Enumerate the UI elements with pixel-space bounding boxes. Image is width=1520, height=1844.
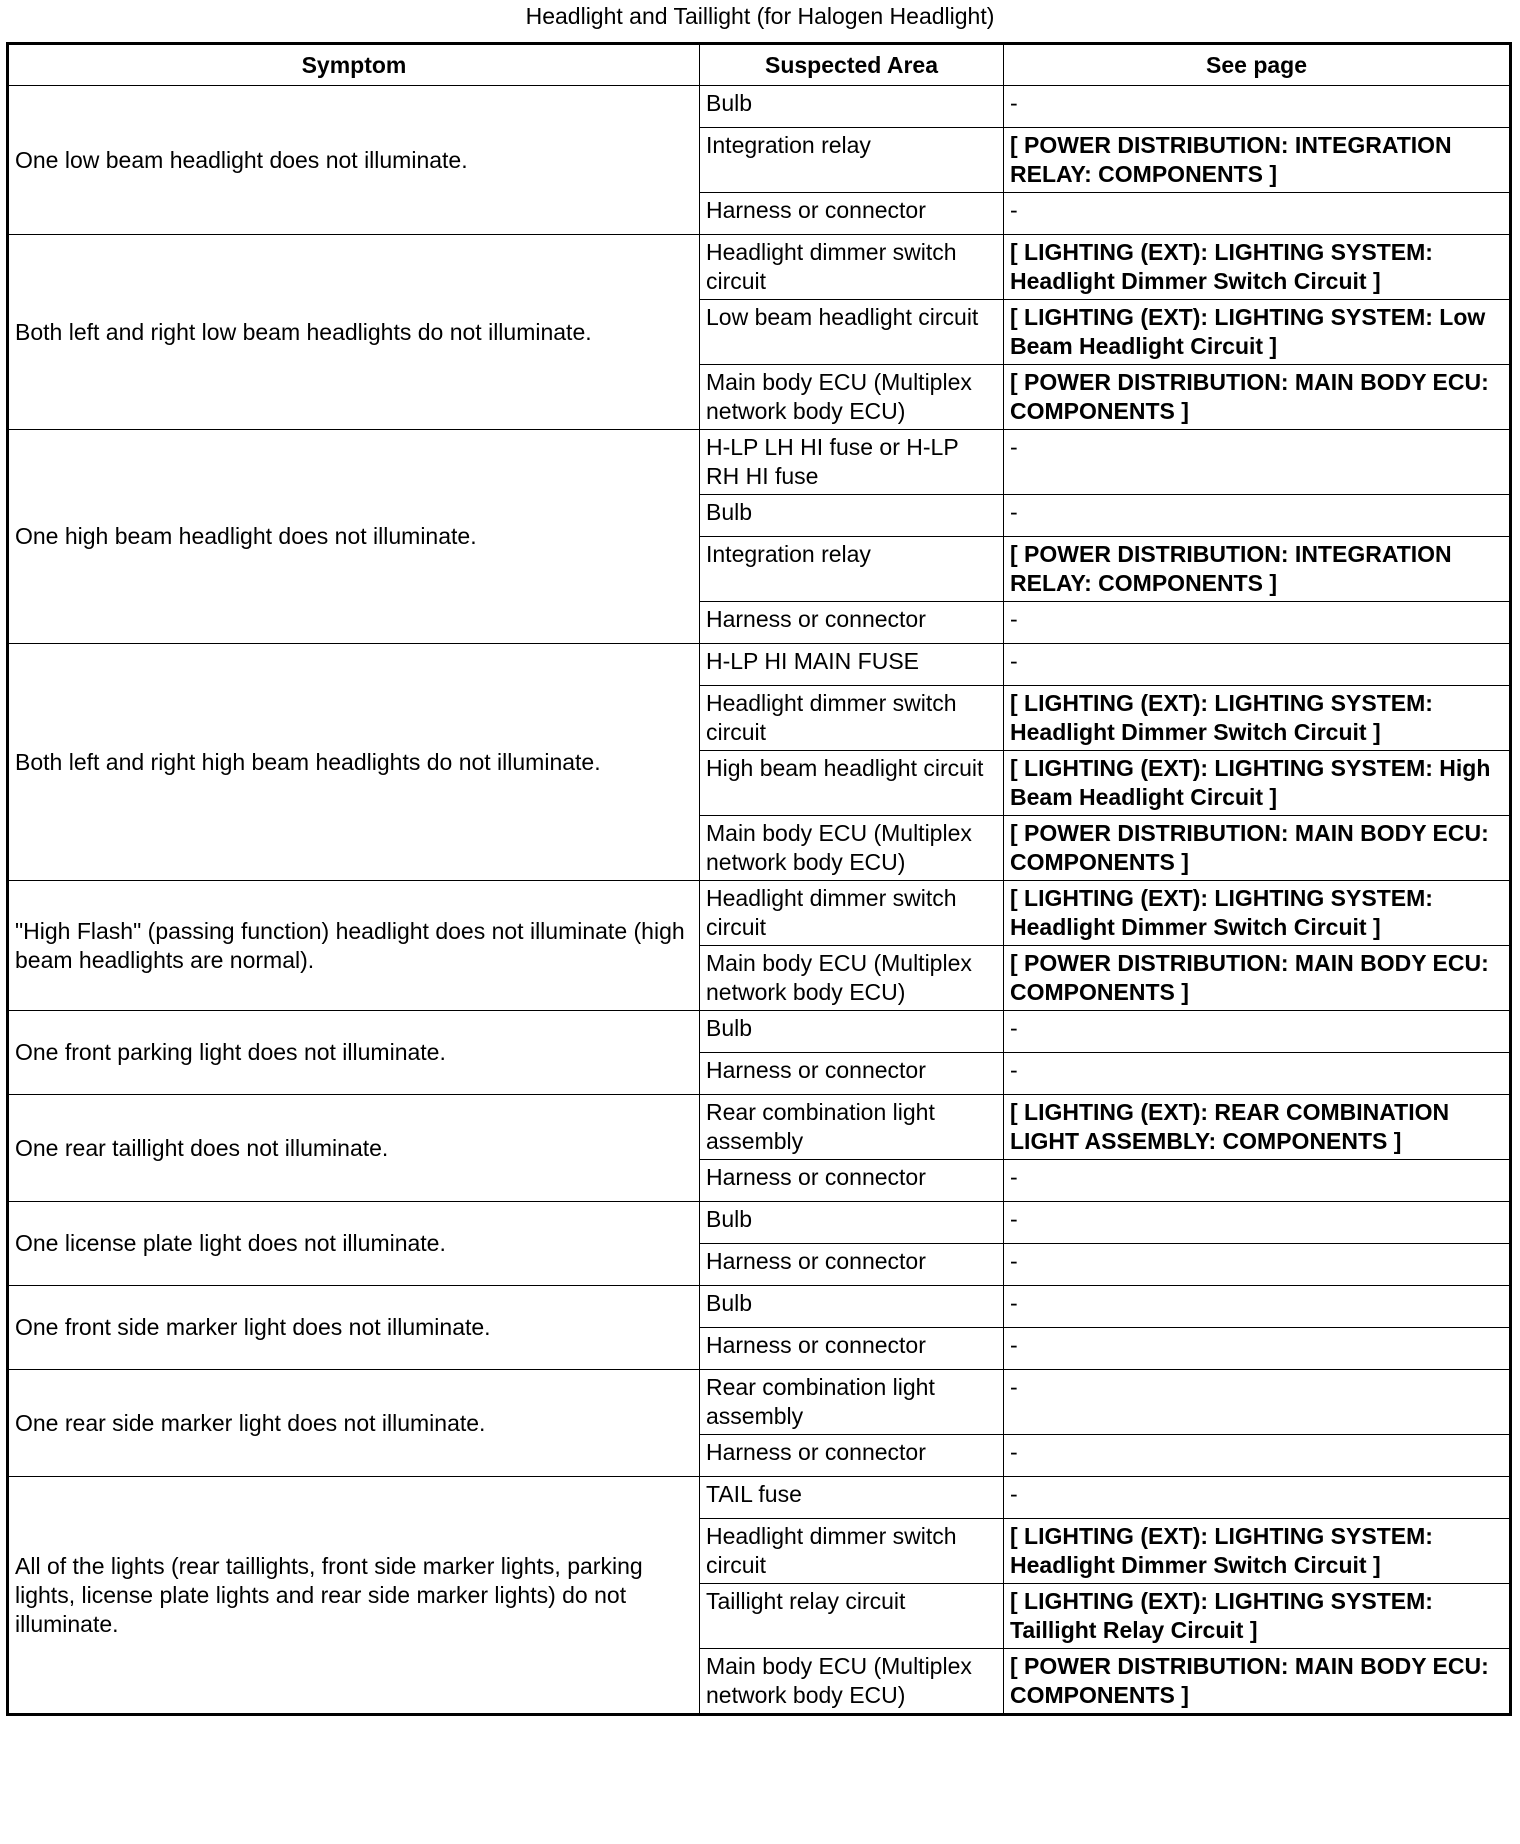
see-page-reference[interactable]: [ LIGHTING (EXT): LIGHTING SYSTEM: Headlight Dimmer Switch Circuit ] bbox=[1004, 235, 1511, 300]
suspected-area-cell: Harness or connector bbox=[700, 1053, 1004, 1095]
see-page-reference[interactable]: [ POWER DISTRIBUTION: MAIN BODY ECU: COMPONENTS ] bbox=[1004, 1649, 1511, 1715]
suspected-area-cell: Rear combination light assembly bbox=[700, 1095, 1004, 1160]
see-page-cell: - bbox=[1004, 1244, 1511, 1286]
column-header-suspected-area: Suspected Area bbox=[700, 44, 1004, 86]
see-page-reference[interactable]: [ POWER DISTRIBUTION: MAIN BODY ECU: COMPONENTS ] bbox=[1004, 946, 1511, 1011]
see-page-cell: - bbox=[1004, 1053, 1511, 1095]
table-row bbox=[8, 1011, 1511, 1053]
table-header bbox=[8, 44, 1511, 86]
table-row bbox=[8, 1286, 1511, 1328]
symptom-cell: One high beam headlight does not illuminate. bbox=[8, 430, 700, 644]
see-page-cell: - bbox=[1004, 644, 1511, 686]
see-page-reference[interactable]: [ POWER DISTRIBUTION: INTEGRATION RELAY: COMPONENTS ] bbox=[1004, 537, 1511, 602]
suspected-area-cell: Bulb bbox=[700, 1011, 1004, 1053]
table-body bbox=[8, 86, 1511, 1715]
suspected-area-cell: Headlight dimmer switch circuit bbox=[700, 235, 1004, 300]
see-page-cell: - bbox=[1004, 193, 1511, 235]
symptom-cell: One rear taillight does not illuminate. bbox=[8, 1095, 700, 1202]
suspected-area-cell: Harness or connector bbox=[700, 1160, 1004, 1202]
see-page-cell: - bbox=[1004, 1160, 1511, 1202]
suspected-area-cell: Bulb bbox=[700, 86, 1004, 128]
see-page-reference[interactable]: [ LIGHTING (EXT): LIGHTING SYSTEM: Low Beam Headlight Circuit ] bbox=[1004, 300, 1511, 365]
suspected-area-cell: Bulb bbox=[700, 495, 1004, 537]
suspected-area-cell: Main body ECU (Multiplex network body ECU) bbox=[700, 946, 1004, 1011]
table-row bbox=[8, 1477, 1511, 1519]
suspected-area-cell: Headlight dimmer switch circuit bbox=[700, 1519, 1004, 1584]
symptom-cell: "High Flash" (passing function) headlight does not illuminate (high beam headlights are normal). bbox=[8, 881, 700, 1011]
see-page-cell: - bbox=[1004, 1370, 1511, 1435]
suspected-area-cell: Main body ECU (Multiplex network body ECU) bbox=[700, 365, 1004, 430]
table-row bbox=[8, 1095, 1511, 1160]
see-page-cell: - bbox=[1004, 1011, 1511, 1053]
suspected-area-cell: Low beam headlight circuit bbox=[700, 300, 1004, 365]
table-row bbox=[8, 430, 1511, 495]
header-row bbox=[8, 44, 1511, 86]
see-page-cell: - bbox=[1004, 430, 1511, 495]
see-page-cell: - bbox=[1004, 1286, 1511, 1328]
see-page-reference[interactable]: [ POWER DISTRIBUTION: MAIN BODY ECU: COMPONENTS ] bbox=[1004, 365, 1511, 430]
symptom-cell: One rear side marker light does not illuminate. bbox=[8, 1370, 700, 1477]
see-page-reference[interactable]: [ LIGHTING (EXT): LIGHTING SYSTEM: Headlight Dimmer Switch Circuit ] bbox=[1004, 686, 1511, 751]
see-page-reference[interactable]: [ LIGHTING (EXT): REAR COMBINATION LIGHT ASSEMBLY: COMPONENTS ] bbox=[1004, 1095, 1511, 1160]
see-page-reference[interactable]: [ POWER DISTRIBUTION: INTEGRATION RELAY: COMPONENTS ] bbox=[1004, 128, 1511, 193]
see-page-cell: - bbox=[1004, 1477, 1511, 1519]
suspected-area-cell: TAIL fuse bbox=[700, 1477, 1004, 1519]
see-page-reference[interactable]: [ LIGHTING (EXT): LIGHTING SYSTEM: Taillight Relay Circuit ] bbox=[1004, 1584, 1511, 1649]
see-page-cell: - bbox=[1004, 602, 1511, 644]
suspected-area-cell: Bulb bbox=[700, 1202, 1004, 1244]
symptom-cell: One license plate light does not illuminate. bbox=[8, 1202, 700, 1286]
table-row bbox=[8, 235, 1511, 300]
suspected-area-cell: High beam headlight circuit bbox=[700, 751, 1004, 816]
see-page-reference[interactable]: [ LIGHTING (EXT): LIGHTING SYSTEM: Headlight Dimmer Switch Circuit ] bbox=[1004, 1519, 1511, 1584]
see-page-cell: - bbox=[1004, 495, 1511, 537]
suspected-area-cell: Main body ECU (Multiplex network body ECU) bbox=[700, 1649, 1004, 1715]
suspected-area-cell: Rear combination light assembly bbox=[700, 1370, 1004, 1435]
suspected-area-cell: Harness or connector bbox=[700, 602, 1004, 644]
see-page-cell: - bbox=[1004, 1202, 1511, 1244]
see-page-reference[interactable]: [ POWER DISTRIBUTION: MAIN BODY ECU: COMPONENTS ] bbox=[1004, 816, 1511, 881]
column-header-see-page: See page bbox=[1004, 44, 1511, 86]
table-row bbox=[8, 1202, 1511, 1244]
troubleshooting-table bbox=[6, 42, 1512, 1716]
table-row bbox=[8, 1370, 1511, 1435]
suspected-area-cell: Integration relay bbox=[700, 128, 1004, 193]
table-row bbox=[8, 644, 1511, 686]
suspected-area-cell: Headlight dimmer switch circuit bbox=[700, 686, 1004, 751]
symptom-cell: All of the lights (rear taillights, front side marker lights, parking lights, license plate lights and rear side marker lights) do not illuminate. bbox=[8, 1477, 700, 1715]
symptom-cell: Both left and right low beam headlights do not illuminate. bbox=[8, 235, 700, 430]
symptom-cell: One front parking light does not illuminate. bbox=[8, 1011, 700, 1095]
table-row bbox=[8, 86, 1511, 128]
table-row bbox=[8, 881, 1511, 946]
suspected-area-cell: Bulb bbox=[700, 1286, 1004, 1328]
suspected-area-cell: Harness or connector bbox=[700, 1328, 1004, 1370]
column-header-symptom: Symptom bbox=[8, 44, 700, 86]
symptom-cell: One low beam headlight does not illuminate. bbox=[8, 86, 700, 235]
symptom-cell: Both left and right high beam headlights do not illuminate. bbox=[8, 644, 700, 881]
suspected-area-cell: H-LP HI MAIN FUSE bbox=[700, 644, 1004, 686]
page-title: Headlight and Taillight (for Halogen Headlight) bbox=[525, 3, 995, 29]
suspected-area-cell: Taillight relay circuit bbox=[700, 1584, 1004, 1649]
suspected-area-cell: Harness or connector bbox=[700, 1244, 1004, 1286]
see-page-reference[interactable]: [ LIGHTING (EXT): LIGHTING SYSTEM: Headlight Dimmer Switch Circuit ] bbox=[1004, 881, 1511, 946]
suspected-area-cell: Integration relay bbox=[700, 537, 1004, 602]
suspected-area-cell: Main body ECU (Multiplex network body ECU) bbox=[700, 816, 1004, 881]
suspected-area-cell: Harness or connector bbox=[700, 193, 1004, 235]
symptom-cell: One front side marker light does not illuminate. bbox=[8, 1286, 700, 1370]
see-page-cell: - bbox=[1004, 1435, 1511, 1477]
see-page-cell: - bbox=[1004, 1328, 1511, 1370]
suspected-area-cell: H-LP LH HI fuse or H-LP RH HI fuse bbox=[700, 430, 1004, 495]
suspected-area-cell: Harness or connector bbox=[700, 1435, 1004, 1477]
see-page-cell: - bbox=[1004, 86, 1511, 128]
suspected-area-cell: Headlight dimmer switch circuit bbox=[700, 881, 1004, 946]
see-page-reference[interactable]: [ LIGHTING (EXT): LIGHTING SYSTEM: High Beam Headlight Circuit ] bbox=[1004, 751, 1511, 816]
